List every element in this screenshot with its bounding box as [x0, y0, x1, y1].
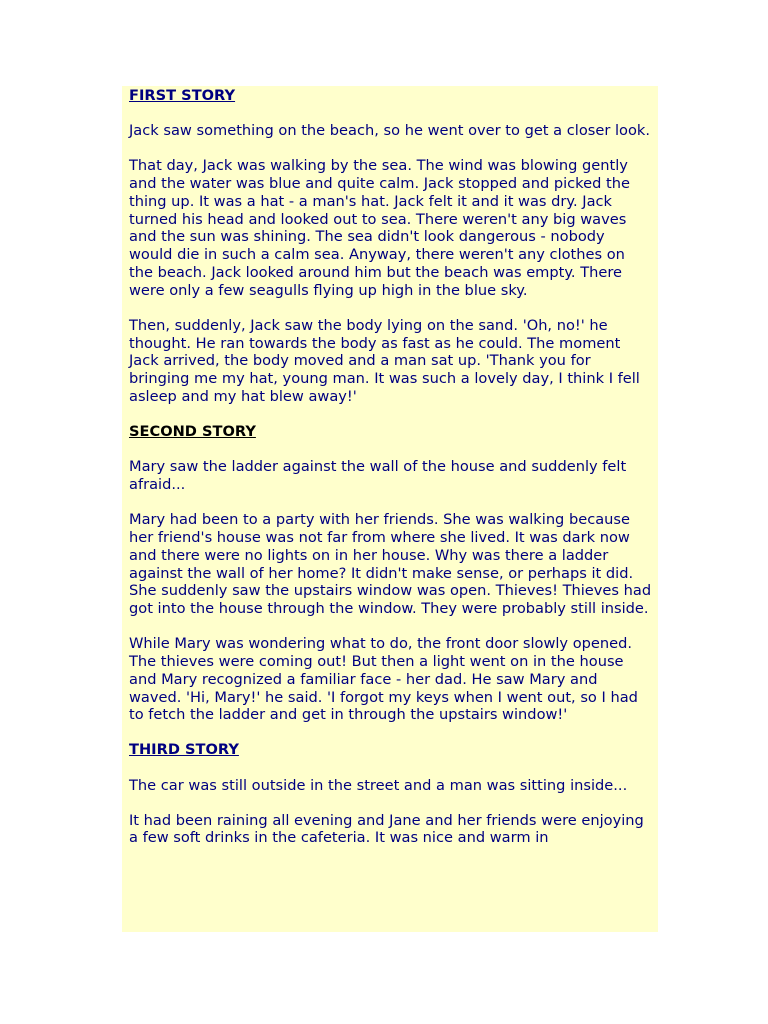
story-paragraph: That day, Jack was walking by the sea. The wind was blowing gently and the water was blue and quite calm. Jack stopped and picked the thing up. It was a hat - a man's hat. Jack felt it and it was dry. Jack turned his head and looked out to sea. There weren't any big waves and the sun was shining. The sea didn't look dangerous - nobody would die in such a calm sea. Anyway, there weren't any clothes on the beach. Jack looked around him but the beach was empty. There were only a few seagulls flying up high in the blue sky.	[129, 157, 630, 299]
story-paragraph: It had been raining all evening and Jane and her friends were enjoying a few soft drinks in the cafeteria. It was nice and warm in	[129, 811, 644, 847]
story-heading: FIRST STORY	[129, 87, 236, 104]
story-paragraph: Jack saw something on the beach, so he went over to get a closer look.	[129, 122, 650, 140]
story-heading: THIRD STORY	[129, 741, 239, 759]
story-paragraph: Then, suddenly, Jack saw the body lying on the sand. 'Oh, no!' he thought. He ran towards the body as fast as he could. The moment Jack arrived, the body moved and a man sat up. 'Thank you for bringing me my hat, young man. It was such a lovely day, I think I fell asleep and my hat blew away!'	[129, 316, 640, 406]
story-heading: SECOND STORY	[129, 423, 256, 441]
story-paragraph: The car was still outside in the street and a man was sitting inside...	[129, 776, 628, 794]
story-paragraph: Mary had been to a party with her friends. She was walking because her friend's house was not far from where she lived. It was dark now and there were no lights on in her house. Why was there a ladder against the wall of her home? It didn't make sense, or perhaps it did. She suddenly saw the upstairs window was open. Thieves! Thieves had got into the house through the window. They were probably still inside.	[129, 511, 652, 618]
story-second	[129, 423, 652, 724]
story-third	[129, 741, 652, 847]
story-first	[129, 87, 652, 406]
document-page	[122, 86, 658, 932]
story-paragraph: While Mary was wondering what to do, the front door slowly opened. The thieves were coming out! But then a light went on in the house and Mary recognized a familiar face - her dad. He saw Mary and waved. 'Hi, Mary!' he said. 'I forgot my keys when I went out, so I had to fetch the ladder and get in through the upstairs window!'	[129, 635, 638, 724]
story-paragraph: Mary saw the ladder against the wall of the house and suddenly felt afraid...	[129, 458, 627, 494]
